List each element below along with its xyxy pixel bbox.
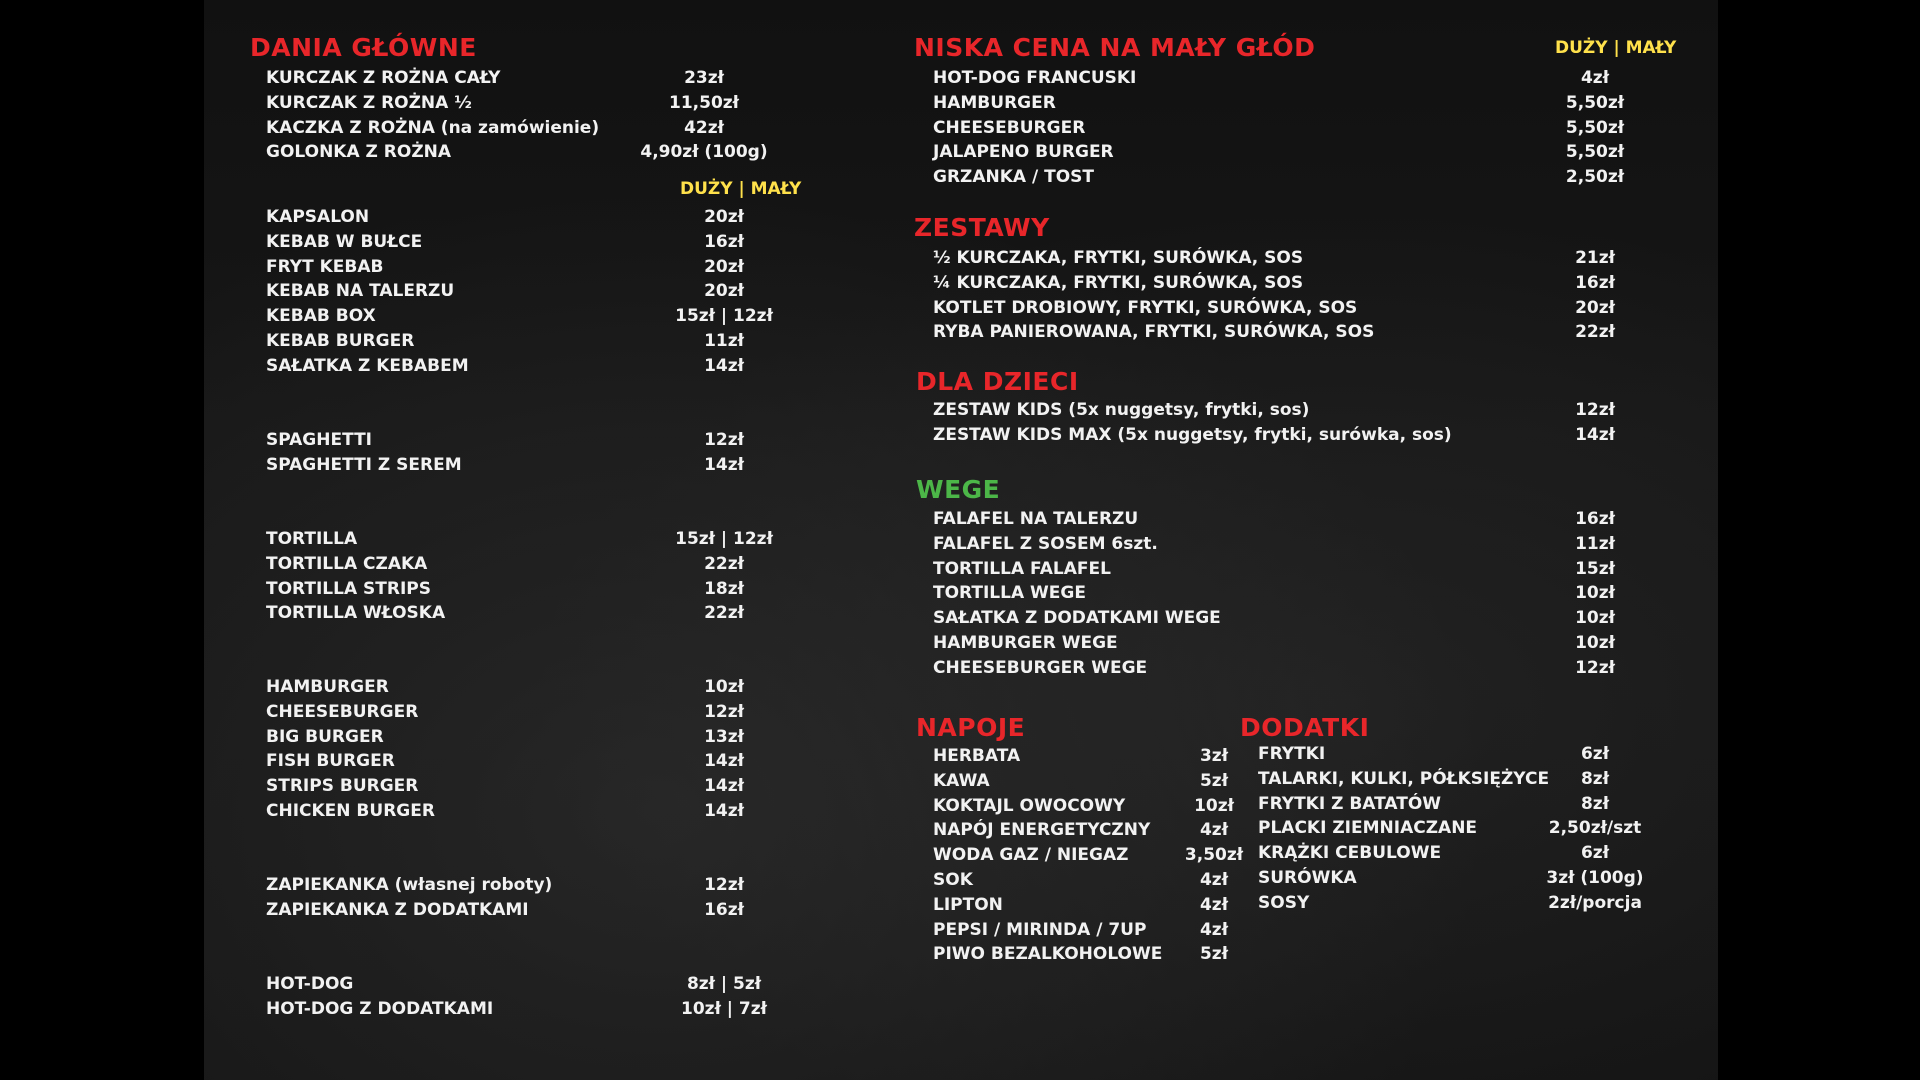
menu-item-price: 15zł | 12zł <box>675 306 773 327</box>
menu-item-name: HAMBURGER <box>933 92 1056 113</box>
section-title-napoje: NAPOJE <box>916 713 1026 742</box>
menu-item-price: 20zł <box>1575 297 1615 318</box>
menu-item-name: KEBAB NA TALERZU <box>266 281 455 302</box>
menu-item-row <box>204 354 1718 379</box>
menu-item-price: 14zł <box>704 454 744 475</box>
menu-item-row <box>204 91 1718 116</box>
menu-item-name: KEBAB BURGER <box>266 331 415 351</box>
menu-item-name: FRYTKI Z BATATÓW <box>1258 793 1442 814</box>
menu-item-row <box>204 631 1718 656</box>
menu-item-row <box>204 581 1718 606</box>
menu-item-price: 11,50zł <box>669 92 739 113</box>
menu-item-row <box>204 891 1718 916</box>
menu-item-name: LIPTON <box>933 894 1003 915</box>
menu-item-name: PLACKI ZIEMNIACZANE <box>1258 818 1478 839</box>
menu-item-row <box>204 507 1718 532</box>
menu-item-row <box>204 140 1718 165</box>
menu-item-name: KOKTAJL OWOCOWY <box>933 795 1126 816</box>
menu-item-price: 20zł <box>704 256 744 277</box>
menu-item-row <box>204 656 1718 681</box>
menu-item-name: KRĄŻKI CEBULOWE <box>1258 843 1442 864</box>
menu-item-price: 22zł <box>704 603 744 624</box>
menu-item-price: 8zł <box>1580 793 1610 814</box>
menu-item-row <box>204 205 1718 230</box>
menu-item-price: 14zł <box>704 355 744 376</box>
menu-item-name: SOSY <box>1258 892 1310 913</box>
menu-item-price: 2,50zł/szt <box>1548 818 1642 839</box>
menu-item-price: 16zł <box>704 899 744 920</box>
menu-item-price: 10zł <box>1575 633 1615 653</box>
menu-item-price: 6zł <box>1580 744 1610 764</box>
menu-board <box>204 0 1718 1080</box>
menu-item-price: 10zł <box>1575 608 1615 629</box>
menu-item-name: KURCZAK Z ROŻNA ½ <box>266 92 472 113</box>
menu-item-name: KACZKA Z ROŻNA (na zamówienie) <box>266 117 600 138</box>
menu-item-price: 4zł <box>1580 68 1610 88</box>
menu-item-price: 12zł <box>1575 400 1615 420</box>
menu-item-name: HOT-DOG FRANCUSKI <box>933 68 1137 88</box>
menu-item-name: SPAGHETTI <box>266 430 373 450</box>
menu-item-price: 2zł/porcja <box>1548 892 1642 913</box>
menu-item-name: STRIPS BURGER <box>266 776 419 797</box>
menu-item-name: FALAFEL Z SOSEM 6szt. <box>933 533 1158 554</box>
menu-item-price: 5,50zł <box>1565 92 1625 113</box>
menu-item-row <box>204 453 1718 478</box>
menu-item-price: 15zł <box>1575 558 1615 579</box>
menu-item-row <box>204 320 1718 345</box>
menu-item-name: FISH BURGER <box>266 751 395 772</box>
menu-item-name: TORTILLA STRIPS <box>266 578 431 599</box>
menu-item-row <box>204 816 1718 841</box>
menu-item-price: 12zł <box>1575 657 1615 678</box>
menu-item-price: 16zł <box>1575 272 1615 293</box>
menu-item-price: 15zł | 12zł <box>675 529 773 549</box>
menu-item-name: CHEESEBURGER <box>933 117 1086 138</box>
menu-item-name: ½ KURCZAKA, FRYTKI, SURÓWKA, SOS <box>933 248 1304 268</box>
menu-item-name: FRYT KEBAB <box>266 256 384 277</box>
menu-item-name: SAŁATKA Z DODATKAMI WEGE <box>933 608 1221 629</box>
menu-item-price: 14zł <box>1575 424 1615 445</box>
menu-item-name: TORTILLA WŁOSKA <box>266 603 446 624</box>
menu-item-price: 5zł <box>1199 770 1229 791</box>
menu-item-name: PEPSI / MIRINDA / 7UP <box>933 919 1147 940</box>
menu-item-price: 20zł <box>704 281 744 302</box>
menu-item-price: 6zł <box>1580 843 1610 864</box>
menu-item-name: SPAGHETTI Z SEREM <box>266 454 462 475</box>
menu-item-name: HAMBURGER WEGE <box>933 633 1118 653</box>
menu-item-row <box>204 423 1718 448</box>
menu-item-price: 5,50zł <box>1565 142 1625 163</box>
menu-item-price: 10zł <box>1194 795 1234 816</box>
menu-item-name: RYBA PANIEROWANA, FRYTKI, SURÓWKA, SOS <box>933 322 1375 343</box>
menu-item-price: 22zł <box>1575 322 1615 343</box>
menu-item-name: WODA GAZ / NIEGAZ <box>933 845 1129 866</box>
menu-item-price: 4zł <box>1199 870 1229 890</box>
menu-item-name: HERBATA <box>933 746 1021 766</box>
menu-item-row <box>204 918 1718 943</box>
menu-item-row <box>204 606 1718 631</box>
menu-item-price: 16zł <box>1575 509 1615 529</box>
menu-item-row <box>204 972 1718 997</box>
menu-item-name: KOTLET DROBIOWY, FRYTKI, SURÓWKA, SOS <box>933 297 1358 318</box>
menu-item-row <box>204 66 1718 91</box>
menu-item-name: NAPÓJ ENERGETYCZNY <box>933 820 1151 841</box>
section-title-niska-cena: NISKA CENA NA MAŁY GŁÓD <box>914 33 1316 62</box>
menu-item-price: 20zł <box>704 207 744 227</box>
menu-item-price: 10zł <box>704 677 744 697</box>
menu-item-row <box>204 246 1718 271</box>
menu-item-price: 23zł <box>684 68 724 88</box>
menu-item-name: JALAPENO BURGER <box>933 142 1114 163</box>
menu-item-name: PIWO BEZALKOHOLOWE <box>933 944 1163 965</box>
menu-item-price: 2,50zł <box>1565 167 1625 188</box>
menu-item-price: 11zł <box>1575 533 1615 554</box>
menu-item-price: 3zł <box>1199 746 1229 766</box>
section-title-dania-glowne: DANIA GŁÓWNE <box>250 33 477 62</box>
menu-item-price: 18zł <box>704 578 744 599</box>
menu-item-name: KAPSALON <box>266 207 370 227</box>
menu-item-row <box>204 742 1718 767</box>
menu-item-name: HAMBURGER <box>266 677 389 697</box>
menu-item-price: 8zł <box>1580 768 1610 789</box>
menu-item-price: 14zł <box>704 801 744 821</box>
menu-item-price: 4zł <box>1199 820 1229 841</box>
menu-item-name: ZESTAW KIDS MAX (5x nuggetsy, frytki, surówka, sos) <box>933 424 1452 445</box>
section-title-dodatki: DODATKI <box>1240 713 1370 742</box>
menu-item-row <box>204 271 1718 296</box>
menu-item-name: CHEESEBURGER <box>266 701 419 722</box>
menu-item-price: 12zł <box>704 875 744 895</box>
menu-item-price: 3,50zł <box>1184 845 1244 866</box>
menu-item-price: 4zł <box>1199 919 1229 940</box>
menu-item-price: 14zł <box>704 751 744 772</box>
menu-item-name: GOLONKA Z ROŻNA <box>266 142 452 163</box>
menu-item-name: TORTILLA CZAKA <box>266 553 428 574</box>
menu-item-price: 12zł <box>704 430 744 450</box>
menu-item-name: KEBAB BOX <box>266 306 376 327</box>
menu-item-row <box>204 700 1718 725</box>
section-title-zestawy: ZESTAWY <box>914 213 1050 242</box>
menu-item-name: TORTILLA WEGE <box>933 583 1086 604</box>
menu-item-row <box>204 997 1718 1022</box>
menu-item-row <box>204 841 1718 866</box>
menu-item-name: ZAPIEKANKA Z DODATKAMI <box>266 899 529 920</box>
menu-item-name: CHEESEBURGER WEGE <box>933 657 1148 678</box>
menu-item-name: ¼ KURCZAKA, FRYTKI, SURÓWKA, SOS <box>933 272 1304 293</box>
menu-item-row <box>204 398 1718 423</box>
menu-item-price: 16zł <box>704 231 744 252</box>
menu-item-name: HOT-DOG Z DODATKAMI <box>266 998 494 1019</box>
menu-item-name: TORTILLA <box>266 529 358 549</box>
menu-item-price: 14zł <box>704 776 744 797</box>
menu-item-price: 22zł <box>704 553 744 574</box>
menu-item-price: 3zł (100g) <box>1546 868 1644 888</box>
menu-item-price: 4zł <box>1199 894 1229 915</box>
menu-item-price: 13zł <box>704 726 744 747</box>
menu-item-name: KEBAB W BUŁCE <box>266 231 423 252</box>
menu-item-row <box>204 532 1718 557</box>
menu-item-name: KURCZAK Z ROŻNA CAŁY <box>266 68 501 88</box>
menu-item-row <box>204 165 1718 190</box>
menu-item-row <box>204 866 1718 891</box>
menu-item-price: 10zł <box>1575 583 1615 604</box>
menu-item-name: CHICKEN BURGER <box>266 801 435 821</box>
menu-item-name: ZAPIEKANKA (własnej roboty) <box>266 875 553 895</box>
size-header-duzy-maly: DUŻY | MAŁY <box>680 179 802 199</box>
menu-item-row <box>204 557 1718 582</box>
menu-item-price: 8zł | 5zł <box>686 974 762 994</box>
menu-item-row <box>204 942 1718 967</box>
menu-item-name: SAŁATKA Z KEBABEM <box>266 355 469 376</box>
menu-item-row <box>204 767 1718 792</box>
menu-item-price: 4,90zł (100g) <box>640 142 768 163</box>
section-title-dla-dzieci: DLA DZIECI <box>916 367 1079 396</box>
menu-item-price: 5,50zł <box>1565 117 1625 138</box>
menu-item-name: ZESTAW KIDS (5x nuggetsy, frytki, sos) <box>933 400 1310 420</box>
menu-item-name: BIG BURGER <box>266 726 384 747</box>
menu-item-row <box>204 792 1718 817</box>
menu-item-name: FALAFEL NA TALERZU <box>933 509 1139 529</box>
size-header-duzy-maly-niska: DUŻY | MAŁY <box>1555 38 1677 58</box>
menu-item-row <box>204 116 1718 141</box>
menu-item-price: 11zł <box>704 331 744 351</box>
menu-item-name: GRZANKA / TOST <box>933 167 1095 188</box>
menu-item-name: FRYTKI <box>1258 744 1326 764</box>
menu-item-name: SURÓWKA <box>1258 868 1357 888</box>
menu-item-price: 10zł | 7zł <box>681 998 767 1019</box>
menu-item-price: 21zł <box>1575 248 1615 268</box>
menu-item-price: 42zł <box>684 117 724 138</box>
section-title-wege: WEGE <box>916 475 1001 504</box>
menu-item-price: 12zł <box>704 701 744 722</box>
menu-item-name: TALARKI, KULKI, PÓŁKSIĘŻYCE <box>1258 768 1550 789</box>
menu-item-name: TORTILLA FALAFEL <box>933 558 1111 579</box>
menu-item-name: KAWA <box>933 770 990 791</box>
menu-item-row <box>204 296 1718 321</box>
menu-item-name: SOK <box>933 870 973 890</box>
menu-item-price: 5zł <box>1199 944 1229 965</box>
menu-item-name: HOT-DOG <box>266 974 354 994</box>
